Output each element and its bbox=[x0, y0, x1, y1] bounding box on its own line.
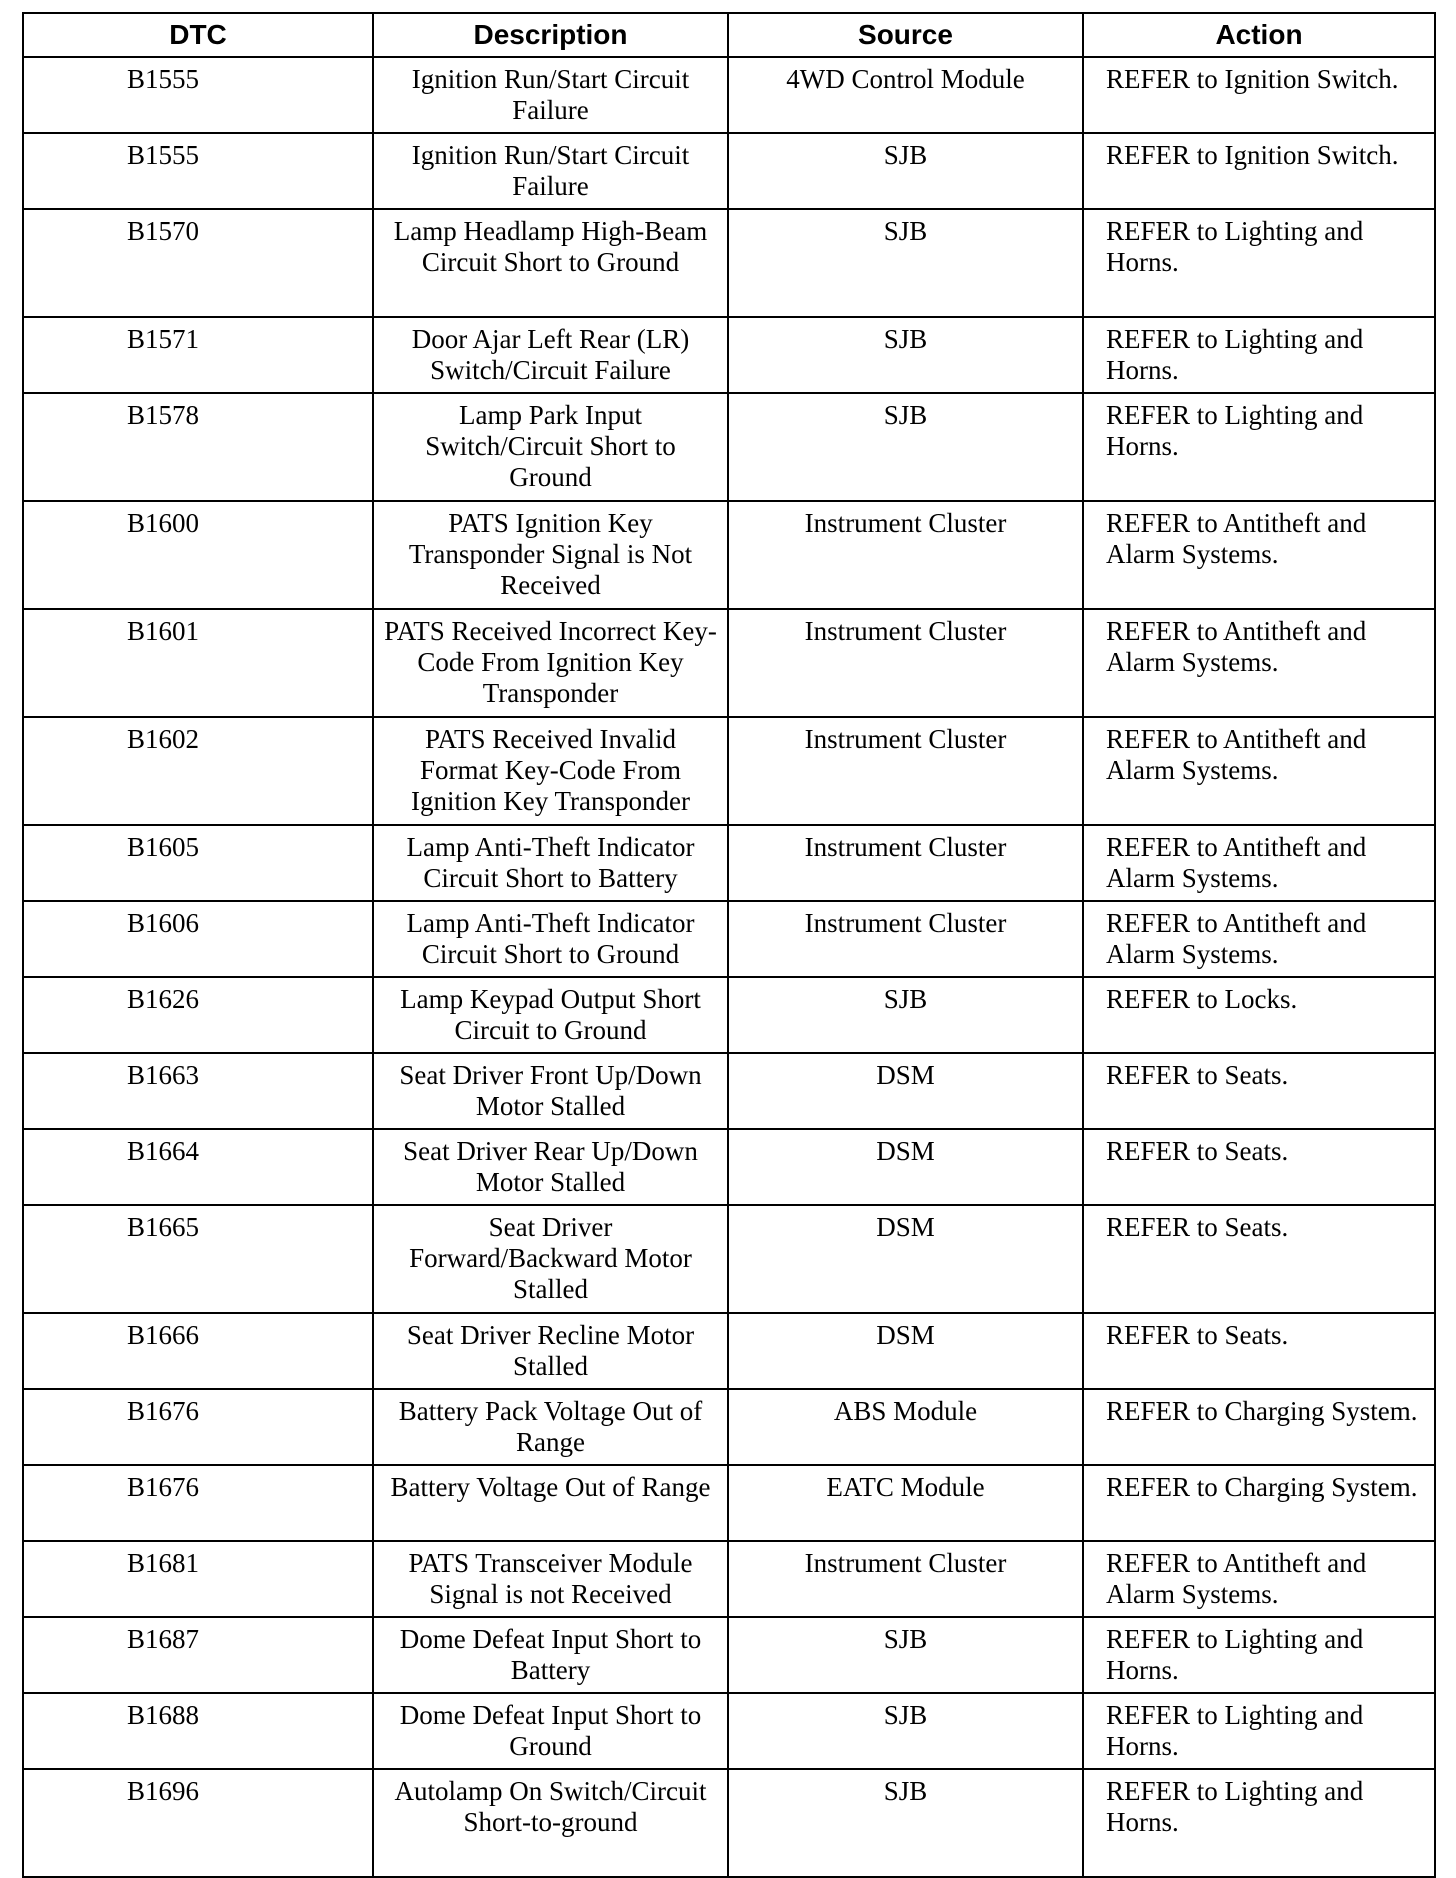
dtc-table bbox=[22, 12, 1436, 1878]
table-row bbox=[23, 133, 1435, 209]
action-cell: REFER to Antitheft and Alarm Systems. bbox=[1083, 717, 1435, 825]
table-row bbox=[23, 501, 1435, 609]
source-cell: Instrument Cluster bbox=[728, 501, 1083, 609]
table-row bbox=[23, 717, 1435, 825]
dtc-cell: B1578 bbox=[23, 393, 373, 501]
source-cell: Instrument Cluster bbox=[728, 609, 1083, 717]
description-cell: Seat Driver Recline Motor Stalled bbox=[373, 1313, 728, 1389]
action-cell: REFER to Lighting and Horns. bbox=[1083, 1693, 1435, 1769]
source-cell: SJB bbox=[728, 977, 1083, 1053]
source-cell: SJB bbox=[728, 1693, 1083, 1769]
description-cell: Battery Pack Voltage Out of Range bbox=[373, 1389, 728, 1465]
action-cell: REFER to Lighting and Horns. bbox=[1083, 1769, 1435, 1877]
source-cell: EATC Module bbox=[728, 1465, 1083, 1541]
table-row bbox=[23, 1053, 1435, 1129]
action-cell: REFER to Antitheft and Alarm Systems. bbox=[1083, 609, 1435, 717]
source-cell: SJB bbox=[728, 1769, 1083, 1877]
action-cell: REFER to Charging System. bbox=[1083, 1465, 1435, 1541]
description-cell: Ignition Run/Start Circuit Failure bbox=[373, 57, 728, 133]
source-cell: SJB bbox=[728, 393, 1083, 501]
dtc-cell: B1676 bbox=[23, 1389, 373, 1465]
source-cell: SJB bbox=[728, 1617, 1083, 1693]
source-cell: 4WD Control Module bbox=[728, 57, 1083, 133]
dtc-cell: B1676 bbox=[23, 1465, 373, 1541]
dtc-cell: B1688 bbox=[23, 1693, 373, 1769]
description-cell: Seat Driver Front Up/Down Motor Stalled bbox=[373, 1053, 728, 1129]
action-cell: REFER to Antitheft and Alarm Systems. bbox=[1083, 825, 1435, 901]
description-cell: PATS Ignition Key Transponder Signal is Not Received bbox=[373, 501, 728, 609]
source-cell: SJB bbox=[728, 133, 1083, 209]
description-cell: Seat Driver Rear Up/Down Motor Stalled bbox=[373, 1129, 728, 1205]
table-row bbox=[23, 1769, 1435, 1877]
description-cell: PATS Received Incorrect Key-Code From Ignition Key Transponder bbox=[373, 609, 728, 717]
table-row bbox=[23, 317, 1435, 393]
dtc-cell: B1601 bbox=[23, 609, 373, 717]
dtc-cell: B1605 bbox=[23, 825, 373, 901]
description-cell: Door Ajar Left Rear (LR) Switch/Circuit Failure bbox=[373, 317, 728, 393]
dtc-cell: B1696 bbox=[23, 1769, 373, 1877]
action-cell: REFER to Seats. bbox=[1083, 1053, 1435, 1129]
table-row bbox=[23, 1313, 1435, 1389]
table-row bbox=[23, 57, 1435, 133]
action-cell: REFER to Seats. bbox=[1083, 1129, 1435, 1205]
dtc-cell: B1665 bbox=[23, 1205, 373, 1313]
dtc-cell: B1687 bbox=[23, 1617, 373, 1693]
table-row bbox=[23, 901, 1435, 977]
action-cell: REFER to Lighting and Horns. bbox=[1083, 1617, 1435, 1693]
dtc-cell: B1666 bbox=[23, 1313, 373, 1389]
table-row bbox=[23, 609, 1435, 717]
dtc-cell: B1570 bbox=[23, 209, 373, 317]
description-cell: Seat Driver Forward/Backward Motor Stalled bbox=[373, 1205, 728, 1313]
table-row bbox=[23, 393, 1435, 501]
description-cell: Ignition Run/Start Circuit Failure bbox=[373, 133, 728, 209]
action-cell: REFER to Locks. bbox=[1083, 977, 1435, 1053]
dtc-cell: B1664 bbox=[23, 1129, 373, 1205]
action-cell: REFER to Antitheft and Alarm Systems. bbox=[1083, 901, 1435, 977]
table-row bbox=[23, 977, 1435, 1053]
dtc-cell: B1602 bbox=[23, 717, 373, 825]
description-cell: Lamp Keypad Output Short Circuit to Ground bbox=[373, 977, 728, 1053]
dtc-cell: B1571 bbox=[23, 317, 373, 393]
table-row bbox=[23, 1617, 1435, 1693]
description-cell: Battery Voltage Out of Range bbox=[373, 1465, 728, 1541]
description-cell: Lamp Park Input Switch/Circuit Short to Ground bbox=[373, 393, 728, 501]
dtc-cell: B1555 bbox=[23, 133, 373, 209]
description-cell: Lamp Headlamp High-Beam Circuit Short to Ground bbox=[373, 209, 728, 317]
dtc-cell: B1606 bbox=[23, 901, 373, 977]
description-cell: PATS Transceiver Module Signal is not Received bbox=[373, 1541, 728, 1617]
header-action: Action bbox=[1083, 13, 1435, 57]
action-cell: REFER to Ignition Switch. bbox=[1083, 57, 1435, 133]
header-dtc: DTC bbox=[23, 13, 373, 57]
source-cell: DSM bbox=[728, 1205, 1083, 1313]
description-cell: Lamp Anti-Theft Indicator Circuit Short to Battery bbox=[373, 825, 728, 901]
dtc-cell: B1663 bbox=[23, 1053, 373, 1129]
action-cell: REFER to Seats. bbox=[1083, 1313, 1435, 1389]
description-cell: Dome Defeat Input Short to Battery bbox=[373, 1617, 728, 1693]
action-cell: REFER to Ignition Switch. bbox=[1083, 133, 1435, 209]
source-cell: Instrument Cluster bbox=[728, 717, 1083, 825]
table-row bbox=[23, 1389, 1435, 1465]
source-cell: Instrument Cluster bbox=[728, 825, 1083, 901]
description-cell: Dome Defeat Input Short to Ground bbox=[373, 1693, 728, 1769]
description-cell: PATS Received Invalid Format Key-Code From Ignition Key Transponder bbox=[373, 717, 728, 825]
table-row bbox=[23, 825, 1435, 901]
action-cell: REFER to Lighting and Horns. bbox=[1083, 393, 1435, 501]
source-cell: Instrument Cluster bbox=[728, 1541, 1083, 1617]
source-cell: SJB bbox=[728, 209, 1083, 317]
table-row bbox=[23, 1541, 1435, 1617]
source-cell: DSM bbox=[728, 1053, 1083, 1129]
action-cell: REFER to Antitheft and Alarm Systems. bbox=[1083, 1541, 1435, 1617]
dtc-cell: B1681 bbox=[23, 1541, 373, 1617]
table-row bbox=[23, 1129, 1435, 1205]
dtc-cell: B1555 bbox=[23, 57, 373, 133]
source-cell: DSM bbox=[728, 1129, 1083, 1205]
action-cell: REFER to Seats. bbox=[1083, 1205, 1435, 1313]
header-source: Source bbox=[728, 13, 1083, 57]
dtc-cell: B1600 bbox=[23, 501, 373, 609]
action-cell: REFER to Charging System. bbox=[1083, 1389, 1435, 1465]
description-cell: Lamp Anti-Theft Indicator Circuit Short to Ground bbox=[373, 901, 728, 977]
source-cell: ABS Module bbox=[728, 1389, 1083, 1465]
source-cell: DSM bbox=[728, 1313, 1083, 1389]
header-row bbox=[23, 13, 1435, 57]
action-cell: REFER to Lighting and Horns. bbox=[1083, 317, 1435, 393]
table-row bbox=[23, 1205, 1435, 1313]
table-row bbox=[23, 209, 1435, 317]
source-cell: Instrument Cluster bbox=[728, 901, 1083, 977]
table-row bbox=[23, 1693, 1435, 1769]
description-cell: Autolamp On Switch/Circuit Short-to-ground bbox=[373, 1769, 728, 1877]
table-row bbox=[23, 1465, 1435, 1541]
source-cell: SJB bbox=[728, 317, 1083, 393]
dtc-cell: B1626 bbox=[23, 977, 373, 1053]
header-description: Description bbox=[373, 13, 728, 57]
action-cell: REFER to Antitheft and Alarm Systems. bbox=[1083, 501, 1435, 609]
action-cell: REFER to Lighting and Horns. bbox=[1083, 209, 1435, 317]
